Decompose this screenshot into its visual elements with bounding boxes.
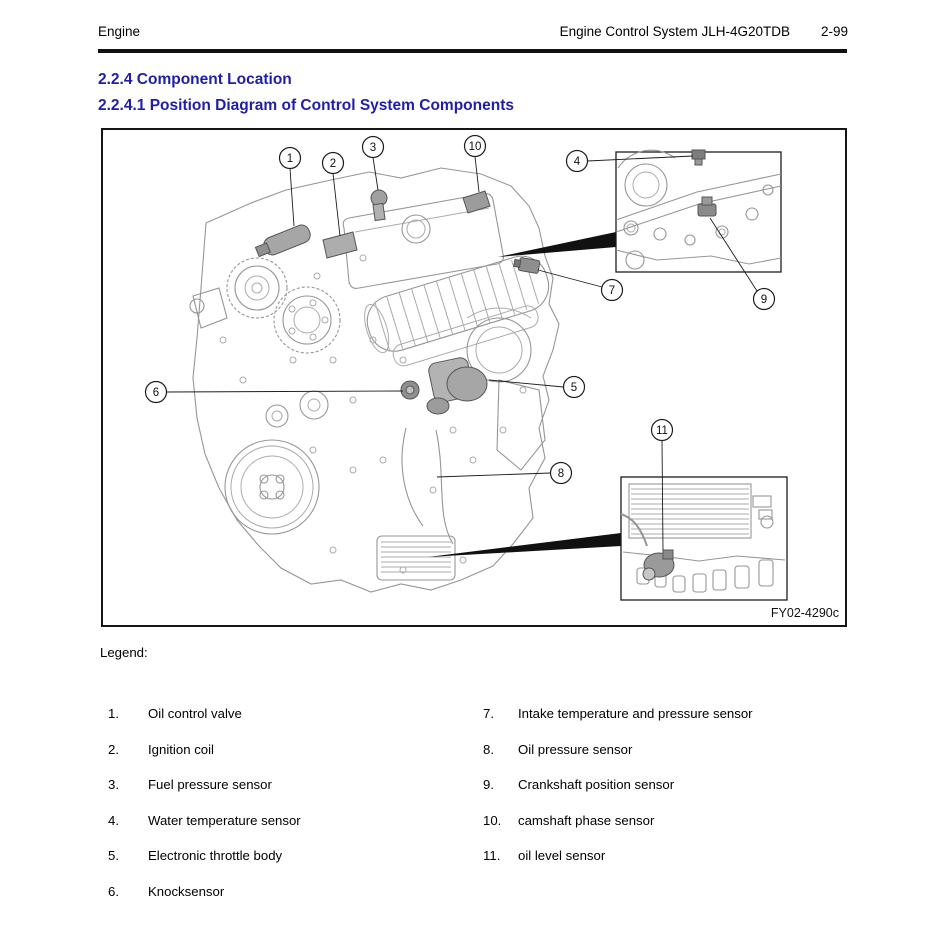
legend-item-6 [108,884,301,920]
legend-item-number: 8. [483,741,494,757]
legend-item-11 [483,848,753,884]
header-page-number: 2-99 [820,24,848,39]
legend-left-column [108,706,301,920]
legend-item-number: 9. [483,777,494,793]
legend-item-number: 2. [108,741,119,757]
legend-item-number: 10. [483,812,502,828]
legend-item-label: Intake temperature and pressure sensor [518,706,753,721]
callout-3-marker [363,137,384,158]
legend-item-label: Fuel pressure sensor [148,777,272,793]
callout-1-number: 1 [286,153,294,165]
callout-10-marker [465,136,486,157]
legend-item-9 [483,777,753,813]
callout-9-marker [754,289,775,310]
header-right-group [560,24,848,39]
legend-item-label: camshaft phase sensor [518,812,655,828]
header-section-title: Engine [98,24,141,39]
component-location-figure [101,128,847,627]
legend-item-number: 5. [108,848,119,864]
callout-2-marker [323,153,344,174]
legend-item-3 [108,777,301,813]
callout-10-number: 10 [468,141,482,153]
header-rule [98,49,847,53]
callout-2-number: 2 [329,158,337,170]
legend-item-4 [108,813,301,849]
figure-code: FY02-4290c [770,606,839,620]
legend-item-label: Electronic throttle body [148,848,283,864]
legend-item-number: 1. [108,706,119,721]
knock-sensor-part [401,381,419,399]
callout-3-number: 3 [369,142,377,154]
legend-item-label: Knocksensor [148,883,225,899]
legend-item-label: oil level sensor [518,848,606,864]
legend-item-10 [483,813,753,849]
callout-1-marker [280,148,301,169]
legend-item-label: Water temperature sensor [148,812,301,828]
legend-item-2 [108,742,301,778]
callout-8-number: 8 [557,468,565,480]
detail-inset-top [616,150,781,272]
callout-5-number: 5 [570,382,578,394]
header-system-title: Engine Control System JLH-4G20TDB [559,24,790,39]
callout-4-marker [567,151,588,172]
callout-11-marker [652,420,673,441]
legend-title: Legend: [100,645,148,660]
legend-item-number: 4. [108,812,119,828]
callout-4-number: 4 [573,156,581,168]
legend-item-8 [483,742,753,778]
section-heading: 2.2.4 Component Location [98,71,292,88]
detail-inset-bottom [621,477,787,600]
callout-5-marker [564,377,585,398]
legend-item-number: 6. [108,883,119,899]
callout-6-number: 6 [152,387,160,399]
legend-item-7 [483,706,753,742]
legend-item-number: 3. [108,777,119,793]
legend-item-1 [108,706,301,742]
legend-item-5 [108,848,301,884]
callout-7-number: 7 [608,285,616,297]
callout-9-number: 9 [760,294,768,306]
callout-8-marker [551,463,572,484]
legend-item-label: Oil pressure sensor [518,741,633,757]
engine-illustration [190,168,560,592]
legend-item-label: Crankshaft position sensor [518,777,675,793]
figure-canvas [101,128,847,627]
subsection-heading: 2.2.4.1 Position Diagram of Control System Components [98,97,514,114]
legend-item-label: Ignition coil [148,741,214,757]
legend-right-column [483,706,753,884]
callout-7-marker [602,280,623,301]
callout-11-number: 11 [656,425,668,437]
legend-item-number: 11. [483,848,501,864]
legend-item-label: Oil control valve [148,706,242,721]
callout-6-marker [146,382,167,403]
legend-item-number: 7. [483,706,494,721]
